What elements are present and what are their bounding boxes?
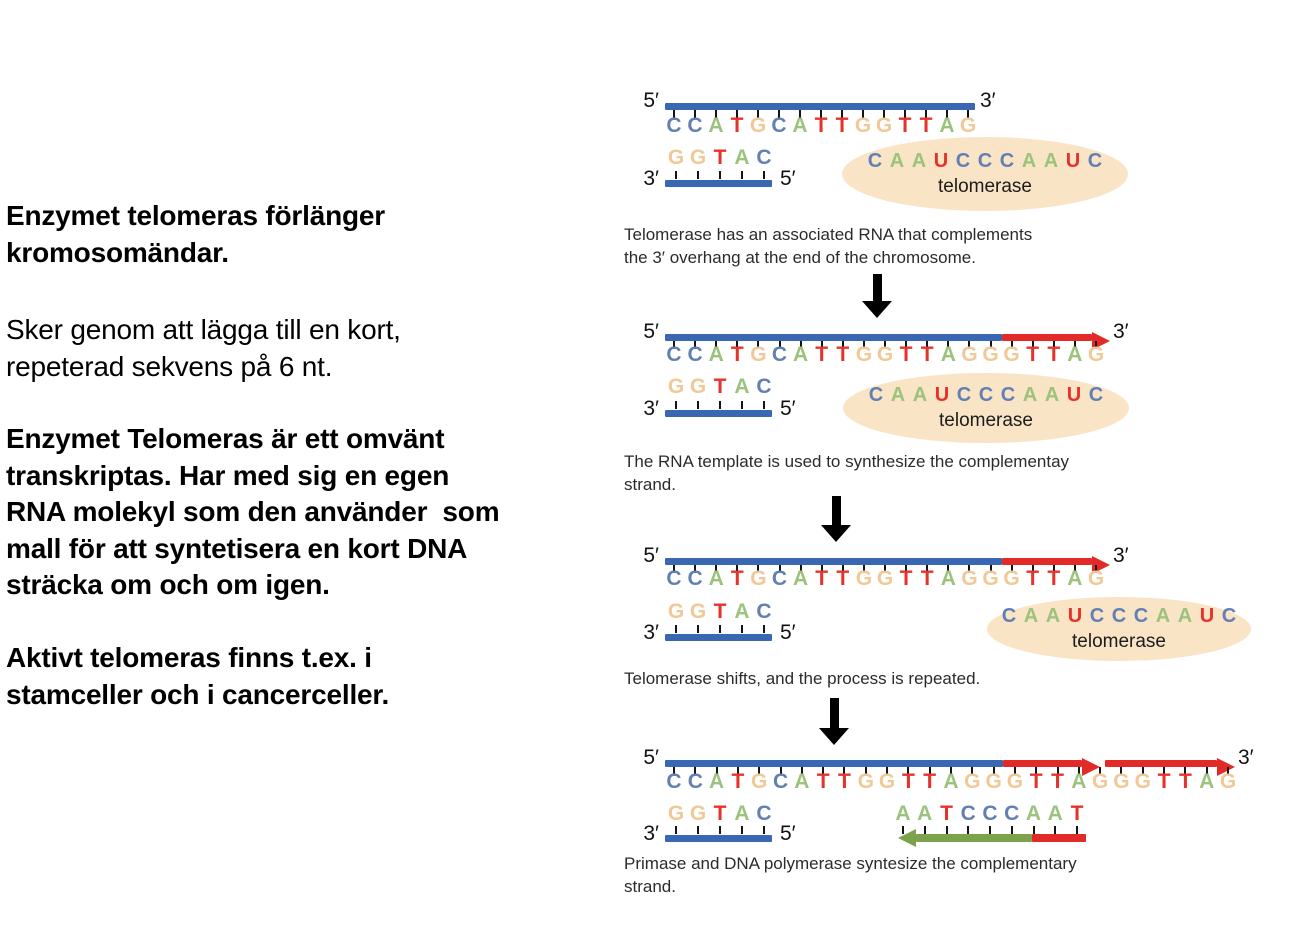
telomerase-rna-base: U [934, 384, 950, 406]
dna-base: G [1219, 770, 1237, 793]
panel-caption [624, 852, 1077, 898]
telomerase-rna-base: A [889, 150, 905, 172]
extension-arrow [1002, 558, 1092, 565]
down-arrow-head-icon [821, 525, 851, 542]
dna-base: T [1029, 770, 1043, 793]
telomerase-rna-base: U [1199, 605, 1215, 627]
dna-base: A [793, 343, 809, 366]
telomerase-label: telomerase [939, 410, 1033, 431]
tick-mark [924, 826, 926, 834]
dna-base: C [666, 770, 682, 793]
tick-mark [719, 401, 721, 409]
dna-base: G [855, 567, 873, 590]
tick-mark [989, 826, 991, 834]
dna-base: T [1051, 770, 1064, 793]
dna-base: T [920, 567, 934, 590]
dna-base: T [730, 567, 744, 590]
dna-base: G [750, 567, 767, 590]
tick-mark [1054, 826, 1056, 834]
dna-base: G [985, 770, 1002, 793]
five-prime-label: 5′ [643, 746, 659, 769]
tick-mark [946, 826, 948, 834]
telomerase-rna-base: C [1133, 605, 1149, 627]
caption-line: strand. [624, 475, 676, 494]
panel-caption [624, 223, 1032, 269]
dna-base: T [919, 114, 933, 137]
text-line: Aktivt telomeras finns t.ex. i [6, 642, 372, 673]
tick-mark [719, 826, 721, 834]
dna-base: A [940, 343, 956, 366]
tick-mark [719, 625, 721, 633]
dna-base: G [689, 600, 707, 623]
primer-base: A [1047, 802, 1063, 825]
dna-base: G [1087, 567, 1105, 590]
text-line: kromosomändar. [6, 236, 229, 268]
down-arrow-icon [830, 698, 839, 728]
primer-arrowhead-left [898, 829, 916, 847]
dna-base: T [838, 770, 851, 793]
telomerase-rna-base: C [999, 150, 1015, 172]
dna-base: G [1006, 770, 1024, 793]
dna-base: A [708, 567, 724, 590]
dna-base: G [961, 567, 978, 590]
text-paragraph [6, 640, 389, 713]
dna-base: A [708, 343, 724, 366]
tick-mark [675, 401, 677, 409]
caption-line: The RNA template is used to synthesize the complementay [624, 452, 1070, 471]
dna-base: C [756, 802, 772, 825]
dna-base: T [901, 770, 915, 793]
text-line: RNA molekyl som den använder som [6, 496, 500, 527]
dna-base: G [689, 802, 707, 825]
dna-base: C [666, 114, 682, 137]
dna-base: C [687, 343, 703, 366]
primer-base: A [895, 802, 911, 825]
dna-base: T [836, 343, 850, 366]
dna-base: A [939, 114, 955, 137]
dna-base: G [749, 114, 767, 137]
tick-mark [697, 401, 699, 409]
dna-base: T [815, 343, 829, 366]
down-arrow-icon [832, 496, 841, 525]
caption-line: the 3′ overhang at the end of the chromosome. [624, 248, 976, 267]
dna-base: A [1071, 770, 1087, 793]
tick-mark [741, 826, 743, 834]
dna-base: A [1067, 567, 1083, 590]
telomerase-rna-base: C [977, 150, 993, 172]
primer-base: C [960, 802, 976, 825]
text-line: Enzymet Telomeras är ett omvänt [6, 423, 445, 454]
extension-arrow [1002, 334, 1092, 341]
dna-base: T [898, 114, 912, 137]
dna-base: C [756, 600, 772, 623]
telomerase-rna-base: C [1088, 384, 1104, 406]
tick-mark [675, 625, 677, 633]
dna-base: G [667, 146, 685, 169]
dna-base: G [1113, 770, 1130, 793]
telomerase-ellipse [842, 137, 1128, 211]
dna-base: G [667, 802, 685, 825]
telomerase-rna-base: A [912, 384, 928, 406]
dna-base: C [666, 343, 682, 366]
telomerase-rna-base: U [1067, 605, 1083, 627]
dna-base: T [1047, 567, 1061, 590]
telomerase-rna-base: A [1023, 605, 1039, 627]
telomerase-rna-base: C [1087, 150, 1103, 172]
primer-arrow-green [916, 834, 1032, 842]
telomerase-label: telomerase [1072, 631, 1166, 652]
telomerase-rna-base: C [867, 150, 883, 172]
dna-base: A [793, 567, 809, 590]
dna-base: G [1134, 770, 1151, 793]
down-arrow-icon [873, 274, 882, 301]
text-paragraph [6, 198, 385, 271]
dna-base: C [666, 567, 682, 590]
dna-base: G [876, 343, 894, 366]
telomerase-label: telomerase [938, 176, 1032, 197]
dna-base: T [1026, 343, 1040, 366]
text-line: Enzymet telomeras förlänger [6, 200, 385, 231]
dna-base: G [855, 343, 873, 366]
tick-mark [741, 171, 743, 179]
tick-mark [1011, 826, 1013, 834]
chromosome-strand-bar [665, 103, 975, 110]
dna-base: G [982, 343, 999, 366]
dna-base: C [771, 567, 788, 590]
dna-base: G [959, 114, 977, 137]
dna-base: G [964, 770, 981, 793]
tick-mark [697, 826, 699, 834]
dna-base: G [1087, 343, 1105, 366]
text-line: repeterad sekvens på 6 nt. [6, 350, 333, 382]
five-prime-label: 5′ [643, 544, 659, 567]
primer-base: C [1004, 802, 1020, 825]
complementary-strand-bar [665, 410, 772, 417]
dna-base: A [734, 375, 750, 398]
dna-base: T [816, 770, 830, 793]
primer-base: C [982, 802, 998, 825]
telomerase-rna-base: C [1221, 605, 1237, 627]
dna-base: A [708, 114, 724, 137]
dna-base: A [794, 770, 810, 793]
dna-base: T [815, 567, 829, 590]
dna-base: A [1199, 770, 1215, 793]
dna-base: T [713, 600, 727, 623]
dna-base: C [771, 343, 788, 366]
dna-base: G [961, 343, 978, 366]
dna-base: G [750, 343, 767, 366]
dna-base: C [687, 567, 703, 590]
five-prime-label: 5′ [780, 822, 796, 845]
dna-base: G [982, 567, 999, 590]
down-arrow-head-icon [862, 301, 892, 318]
telomerase-rna-base: C [1000, 384, 1016, 406]
primer-segment-red [1032, 834, 1086, 842]
telomerase-rna-base: C [1001, 605, 1017, 627]
tick-mark [697, 171, 699, 179]
primer-base: A [1025, 802, 1042, 825]
dna-base: T [1026, 567, 1040, 590]
text-paragraph [6, 421, 499, 604]
three-prime-label: 3′ [643, 822, 659, 845]
dna-base: C [687, 770, 703, 793]
down-arrow-head-icon [819, 728, 849, 745]
three-prime-label: 3′ [643, 167, 659, 190]
dna-base: G [854, 114, 872, 137]
dna-base: G [875, 114, 893, 137]
dna-base: T [923, 770, 937, 793]
telomerase-rna-base: A [1022, 384, 1038, 406]
dna-base: A [709, 770, 725, 793]
dna-base: T [835, 114, 849, 137]
dna-base: G [667, 375, 685, 398]
dna-base: T [1157, 770, 1171, 793]
chromosome-strand-bar [665, 334, 1002, 341]
tick-mark [741, 625, 743, 633]
dna-base: C [756, 375, 772, 398]
tick-mark [675, 826, 677, 834]
telomerase-rna-base: A [890, 384, 906, 406]
dna-base: T [730, 343, 744, 366]
dna-base: A [940, 567, 956, 590]
tick-mark [719, 171, 721, 179]
dna-base: C [687, 114, 703, 137]
dna-base: T [899, 567, 913, 590]
dna-base: G [876, 567, 894, 590]
dna-base: G [1003, 567, 1020, 590]
three-prime-label: 3′ [1238, 746, 1254, 769]
three-prime-label: 3′ [1113, 320, 1129, 343]
dna-base: C [772, 770, 789, 793]
telomerase-rna-base: C [956, 384, 972, 406]
text-line: transkriptas. Har med sig en egen [6, 459, 450, 491]
primer-base: T [940, 802, 953, 825]
telomerase-rna-base: C [1111, 605, 1127, 627]
five-prime-label: 5′ [643, 89, 659, 112]
tick-mark [763, 826, 765, 834]
caption-line: Telomerase shifts, and the process is repeated. [624, 669, 981, 688]
dna-base: G [1091, 770, 1109, 793]
complementary-strand-bar [665, 835, 772, 842]
telomerase-rna-base: A [1044, 384, 1060, 406]
primer-base: T [1070, 802, 1084, 825]
dna-base: T [1047, 343, 1061, 366]
dna-base: T [814, 114, 828, 137]
telomerase-rna-base: U [933, 150, 949, 172]
tick-mark [763, 401, 765, 409]
complementary-strand-bar [665, 634, 772, 641]
tick-mark [675, 171, 677, 179]
five-prime-label: 5′ [780, 397, 796, 420]
panel-caption [624, 450, 1069, 496]
tick-mark [1076, 826, 1078, 834]
dna-base: T [730, 114, 744, 137]
caption-line: strand. [624, 877, 676, 896]
caption-line: Primase and DNA polymerase syntesize the complementary [624, 854, 1077, 873]
telomerase-rna-base: C [955, 150, 971, 172]
dna-base: T [713, 375, 727, 398]
extension-arrow [1105, 760, 1217, 767]
text-line: Sker genom att lägga till en kort, [6, 314, 401, 345]
telomerase-rna-base: A [1177, 605, 1193, 627]
dna-base: A [1067, 343, 1083, 366]
dna-base: G [689, 375, 707, 398]
caption-line: Telomerase has an associated RNA that complements [624, 225, 1033, 244]
chromosome-strand-bar [665, 760, 1003, 767]
telomerase-rna-base: U [1065, 150, 1081, 172]
complementary-strand-bar [665, 180, 772, 187]
dna-base: T [899, 343, 913, 366]
text-line: sträcka om och om igen. [6, 569, 330, 600]
dna-base: C [771, 114, 787, 137]
dna-base: G [857, 770, 874, 793]
telomerase-rna-base: C [978, 384, 994, 406]
dna-base: C [756, 146, 772, 169]
tick-mark [763, 171, 765, 179]
dna-base: T [836, 567, 850, 590]
telomerase-rna-base: A [1043, 150, 1059, 172]
dna-base: T [920, 343, 934, 366]
dna-base: A [734, 146, 750, 169]
dna-base: T [713, 802, 727, 825]
text-line: mall för att syntetisera en kort DNA [6, 532, 468, 564]
tick-mark [1033, 826, 1035, 834]
dna-base: A [792, 114, 808, 137]
telomerase-rna-base: A [1045, 605, 1061, 627]
dna-base: T [1178, 770, 1192, 793]
text-paragraph [6, 312, 401, 385]
dna-base: T [731, 770, 745, 793]
telomerase-rna-base: C [868, 384, 884, 406]
three-prime-label: 3′ [643, 397, 659, 420]
telomerase-rna-base: U [1066, 384, 1082, 406]
dna-base: T [713, 146, 727, 169]
chromosome-strand-bar [665, 558, 1002, 565]
telomerase-rna-base: A [911, 150, 927, 172]
extension-arrow [1003, 760, 1082, 767]
tick-mark [967, 826, 969, 834]
dna-base: G [689, 146, 707, 169]
three-prime-label: 3′ [1113, 544, 1129, 567]
dna-base: G [667, 600, 685, 623]
dna-base: A [734, 802, 750, 825]
tick-mark [763, 625, 765, 633]
dna-base: A [734, 600, 750, 623]
five-prime-label: 5′ [780, 167, 796, 190]
text-line: stamceller och i cancerceller. [6, 678, 390, 710]
telomerase-rna-base: C [1089, 605, 1105, 627]
dna-base: G [1003, 343, 1020, 366]
dna-base: G [751, 770, 768, 793]
five-prime-label: 5′ [780, 621, 796, 644]
telomerase-rna-base: A [1155, 605, 1171, 627]
telomerase-rna-base: A [1021, 150, 1037, 172]
tick-mark [741, 401, 743, 409]
three-prime-label: 3′ [643, 621, 659, 644]
three-prime-label: 3′ [980, 89, 996, 112]
dna-base: G [878, 770, 896, 793]
primer-base: A [917, 802, 933, 825]
dna-base: A [943, 770, 959, 793]
five-prime-label: 5′ [643, 320, 659, 343]
tick-mark [697, 625, 699, 633]
panel-caption [624, 667, 980, 690]
